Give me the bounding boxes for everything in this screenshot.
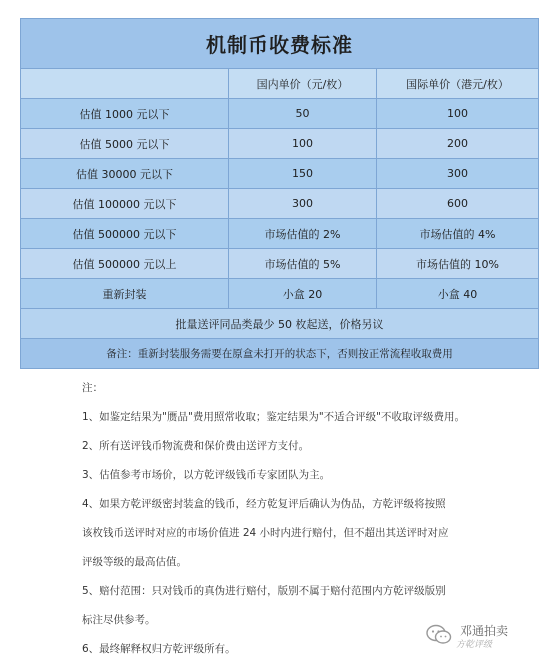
watermark-subtext: 方乾评级 (456, 640, 493, 650)
international-price: 市场估值的 10% (377, 249, 539, 279)
table-header-row (21, 69, 539, 99)
international-price: 小盒 40 (377, 279, 539, 309)
domestic-price: 300 (229, 189, 377, 219)
note-line: 6、最终解释权归方乾评级所有。 (82, 643, 236, 655)
notes-heading: 注： (82, 382, 103, 394)
domestic-price: 150 (229, 159, 377, 189)
row-label: 估值 500000 元以上 (21, 249, 229, 279)
note-line: 2、所有送评钱币物流费和保价费由送评方支付。 (82, 440, 310, 452)
table-title: 机制币收费标准 (21, 19, 539, 69)
international-price: 300 (377, 159, 539, 189)
watermark-account-name: 邓通拍卖 (460, 624, 509, 638)
international-price: 100 (377, 99, 539, 129)
watermark (426, 622, 546, 654)
notes-section (82, 374, 502, 664)
domestic-price: 100 (229, 129, 377, 159)
domestic-price: 市场估值的 2% (229, 219, 377, 249)
wechat-icon (426, 624, 452, 650)
header-empty (21, 69, 229, 99)
note-line: 标注尽供参考。 (82, 614, 156, 626)
row-label: 估值 5000 元以下 (21, 129, 229, 159)
bulk-note-row (21, 309, 539, 339)
note-line: 5、赔付范围：只对钱币的真伪进行赔付，版别不属于赔付范围内方乾评级版别 (82, 585, 446, 597)
row-label: 重新封装 (21, 279, 229, 309)
international-price: 市场估值的 4% (377, 219, 539, 249)
row-label: 估值 100000 元以下 (21, 189, 229, 219)
fee-table (20, 18, 539, 369)
table-row (21, 189, 539, 219)
row-label: 估值 1000 元以下 (21, 99, 229, 129)
table-row (21, 219, 539, 249)
row-label: 估值 30000 元以下 (21, 159, 229, 189)
note-line: 3、估值参考市场价，以方乾评级钱币专家团队为主。 (82, 469, 331, 481)
international-price: 600 (377, 189, 539, 219)
table-row (21, 159, 539, 189)
international-price: 200 (377, 129, 539, 159)
note-line: 评级等级的最高估值。 (82, 556, 187, 568)
header-domestic-price: 国内单价（元/枚） (229, 69, 377, 99)
domestic-price: 小盒 20 (229, 279, 377, 309)
note-line: 该枚钱币送评时对应的市场价值进 24 小时内进行赔付，但不超出其送评时对应 (82, 527, 449, 539)
table-row (21, 129, 539, 159)
note-line: 4、如果方乾评级密封装盒的钱币，经方乾复评后确认为伪品，方乾评级将按照 (82, 498, 446, 510)
table-title-row (21, 19, 539, 69)
table-row (21, 249, 539, 279)
header-international-price: 国际单价（港元/枚） (377, 69, 539, 99)
note-line: 1、如鉴定结果为"赝品"费用照常收取；鉴定结果为"不适合评级"不收取评级费用。 (82, 411, 465, 423)
remark-row (21, 339, 539, 369)
domestic-price: 50 (229, 99, 377, 129)
domestic-price: 市场估值的 5% (229, 249, 377, 279)
remark-text: 备注：重新封装服务需要在原盒未打开的状态下，否则按正常流程收取费用 (21, 339, 539, 369)
bulk-note: 批量送评同品类最少 50 枚起送，价格另议 (21, 309, 539, 339)
row-label: 估值 500000 元以下 (21, 219, 229, 249)
table-row (21, 99, 539, 129)
table-row (21, 279, 539, 309)
